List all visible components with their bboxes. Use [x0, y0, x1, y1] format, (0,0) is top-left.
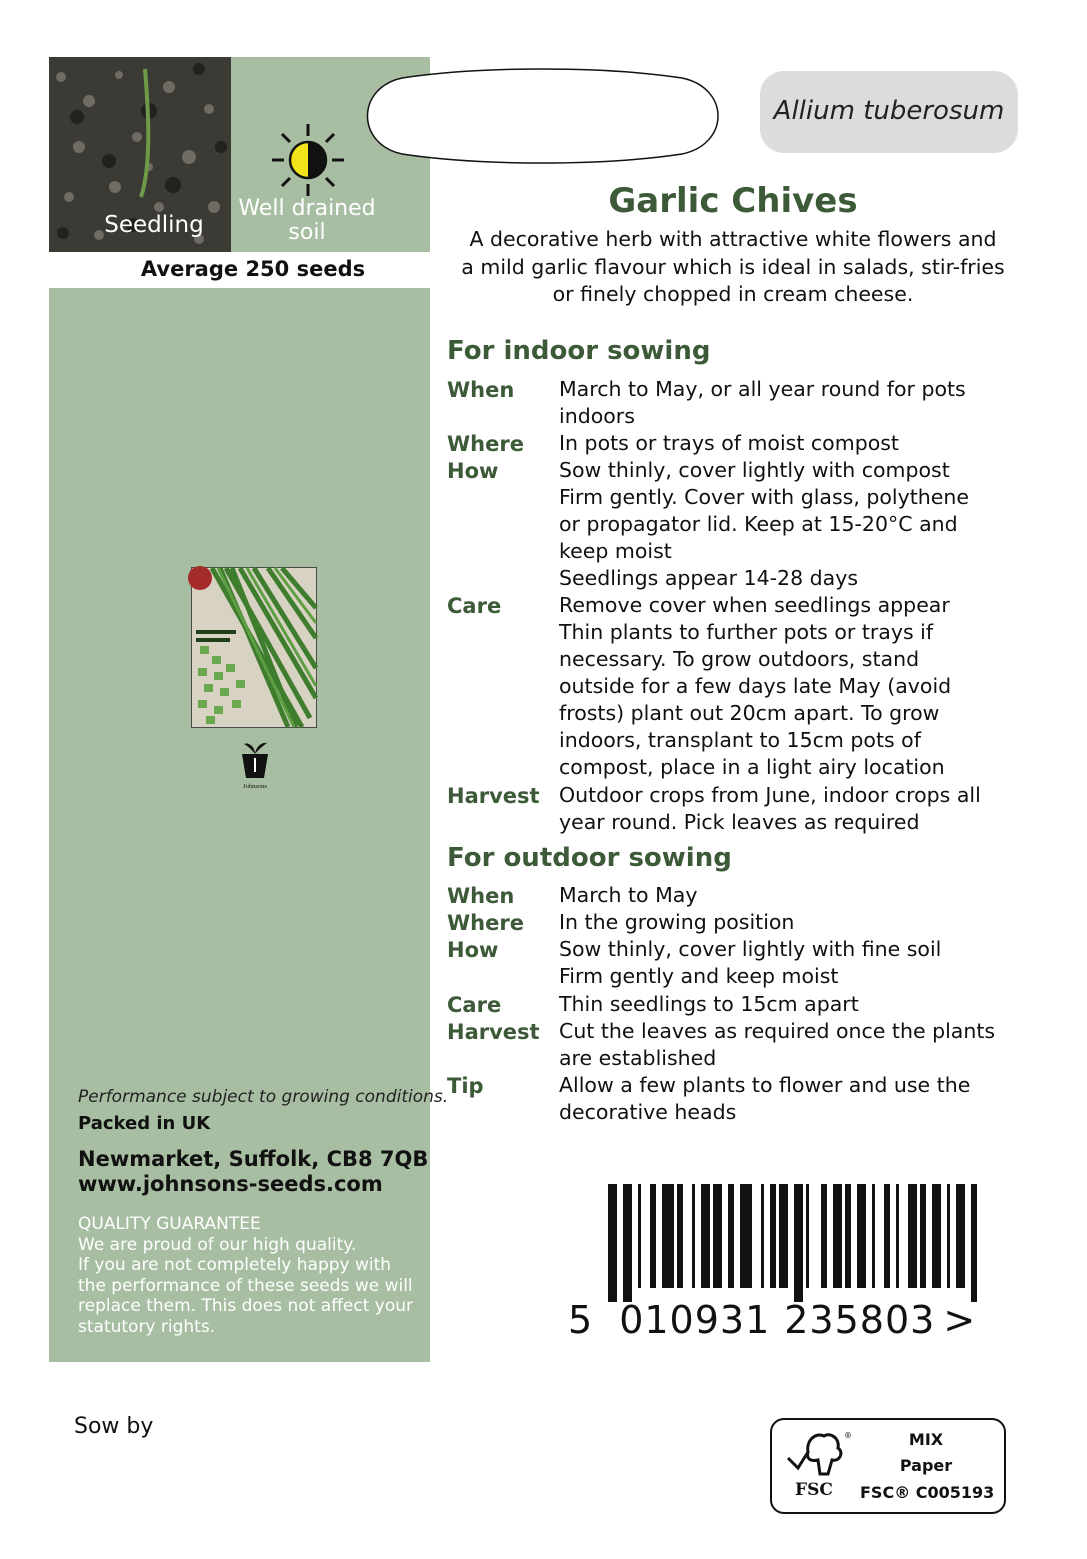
product-description: [447, 226, 1019, 309]
description-line: A decorative herb with attractive white flowers and: [469, 227, 997, 251]
quality-guarantee: [78, 1214, 423, 1337]
product-title: Garlic Chives: [608, 181, 858, 221]
soil-label-line: Well drained: [238, 196, 376, 221]
indoor-where-label: Where: [447, 432, 524, 456]
product-photo: [191, 567, 317, 728]
barcode-bar: [728, 1184, 734, 1288]
outdoor-harvest-label: Harvest: [447, 1020, 540, 1044]
soil-label-line: soil: [288, 220, 326, 245]
company-address: [78, 1147, 428, 1197]
blank-label-area: [362, 68, 724, 164]
fsc-mix-label: MIX: [908, 1430, 944, 1449]
fsc-paper-label: Paper: [899, 1456, 953, 1475]
indoor-where-text: In pots or trays of moist compost: [559, 431, 899, 455]
seed-count: Average 250 seeds: [140, 257, 366, 281]
fsc-registered-mark: ®: [844, 1431, 852, 1440]
indoor-when-text: March to May, or all year round for pots indoors: [559, 377, 966, 428]
barcode-bar: [638, 1184, 641, 1288]
outdoor-tip-label: Tip: [447, 1074, 484, 1098]
barcode-bar: [779, 1184, 788, 1288]
guarantee-line: the performance of these seeds we will: [78, 1275, 413, 1296]
barcode-bar: [623, 1184, 632, 1302]
guarantee-line: If you are not completely happy with: [78, 1255, 392, 1275]
outdoor-care-text: Thin seedlings to 15cm apart: [559, 992, 859, 1016]
outdoor-how-label: How: [447, 938, 499, 962]
barcode-bar: [740, 1184, 752, 1288]
outdoor-care-label: Care: [447, 993, 502, 1017]
fsc-tree-icon: [784, 1428, 852, 1478]
barcode-bar: [833, 1184, 842, 1288]
indoor-harvest-text: Outdoor crops from June, indoor crops all year round. Pick leaves as required: [559, 783, 981, 834]
barcode-bar: [662, 1184, 674, 1288]
soil-label: [231, 197, 383, 245]
barcode-bar: [650, 1184, 656, 1288]
address-line: Newmarket, Suffolk, CB8 7QB: [78, 1147, 429, 1171]
guarantee-line: statutory rights.: [78, 1316, 216, 1337]
barcode-bar: [701, 1184, 710, 1288]
packed-in: Packed in UK: [78, 1113, 211, 1134]
barcode-group-1: 010931: [619, 1298, 771, 1342]
barcode-bar: [896, 1184, 899, 1288]
barcode-group-2: 235803: [784, 1298, 936, 1342]
indoor-how-text: Sow thinly, cover lightly with compost Firm gently. Cover with glass, polythene or propagator lid. Keep at 15-20°C and keep moist Seedlings appear 14-28 days: [559, 458, 969, 590]
barcode-bar: [806, 1184, 809, 1288]
barcode-bar: [932, 1184, 941, 1288]
indoor-care-text: Remove cover when seedlings appear Thin plants to further pots or trays if necessary. To grow outdoors, stand outside for a few days late May (avoid frosts) plant out 20cm apart. To grow indoors, transplant to 15cm pots of compost, place in a light airy location: [559, 593, 952, 779]
barcode-bar: [872, 1184, 875, 1288]
outdoor-how-text: Sow thinly, cover lightly with fine soil Firm gently and keep moist: [559, 937, 942, 988]
indoor-harvest-label: Harvest: [447, 784, 540, 808]
outdoor-tip-text: Allow a few plants to flower and use the decorative heads: [559, 1073, 971, 1124]
guarantee-line: We are proud of our high quality.: [78, 1234, 357, 1255]
seedling-label: Seedling: [104, 212, 204, 238]
barcode-bar: [713, 1184, 722, 1288]
johnsons-logo: [234, 740, 276, 790]
sow-by-label: Sow by: [74, 1414, 154, 1439]
barcode-bar: [608, 1184, 617, 1302]
barcode-bar: [920, 1184, 926, 1288]
partial-sun-icon: [270, 122, 346, 198]
barcode-bar: [884, 1184, 890, 1288]
barcode-bar: [857, 1184, 866, 1288]
website-link[interactable]: www.johnsons-seeds.com: [78, 1172, 383, 1196]
barcode: [608, 1184, 988, 1302]
indoor-sowing-heading: For indoor sowing: [447, 336, 711, 366]
indoor-how-label: How: [447, 459, 499, 483]
indoor-care-label: Care: [447, 594, 502, 618]
barcode-bar: [956, 1184, 965, 1288]
fsc-logo-text: FSC: [795, 1480, 833, 1500]
fsc-license-code: FSC® C005193: [860, 1483, 995, 1502]
outdoor-where-label: Where: [447, 911, 524, 935]
barcode-bar: [770, 1184, 776, 1288]
description-line: or finely chopped in cream cheese.: [552, 282, 914, 306]
barcode-bar: [947, 1184, 950, 1288]
outdoor-when-label: When: [447, 884, 515, 908]
barcode-bar: [761, 1184, 764, 1288]
barcode-bar: [677, 1184, 683, 1288]
barcode-bar: [821, 1184, 827, 1288]
outdoor-sowing-heading: For outdoor sowing: [447, 843, 732, 873]
indoor-when-label: When: [447, 378, 515, 402]
performance-note: Performance subject to growing conditions.: [78, 1087, 449, 1107]
barcode-bar: [971, 1184, 977, 1302]
barcode-bar: [692, 1184, 695, 1288]
barcode-number: [568, 1298, 976, 1342]
latin-name: Allium tuberosum: [773, 96, 1005, 126]
description-line: a mild garlic flavour which is ideal in salads, stir-fries: [461, 254, 1005, 279]
barcode-bar: [908, 1184, 917, 1288]
barcode-bar: [845, 1184, 851, 1288]
outdoor-harvest-text: Cut the leaves as required once the plants are established: [559, 1019, 996, 1070]
outdoor-where-text: In the growing position: [559, 910, 795, 934]
barcode-first-digit: 5: [568, 1298, 594, 1342]
brand-logo-text: Johnsons: [243, 783, 267, 790]
barcode-quiet-zone-mark: >: [943, 1298, 977, 1342]
outdoor-when-text: March to May: [559, 883, 698, 907]
barcode-bar: [794, 1184, 803, 1302]
guarantee-title: QUALITY GUARANTEE: [78, 1214, 261, 1234]
guarantee-line: replace them. This does not affect your: [78, 1296, 414, 1316]
